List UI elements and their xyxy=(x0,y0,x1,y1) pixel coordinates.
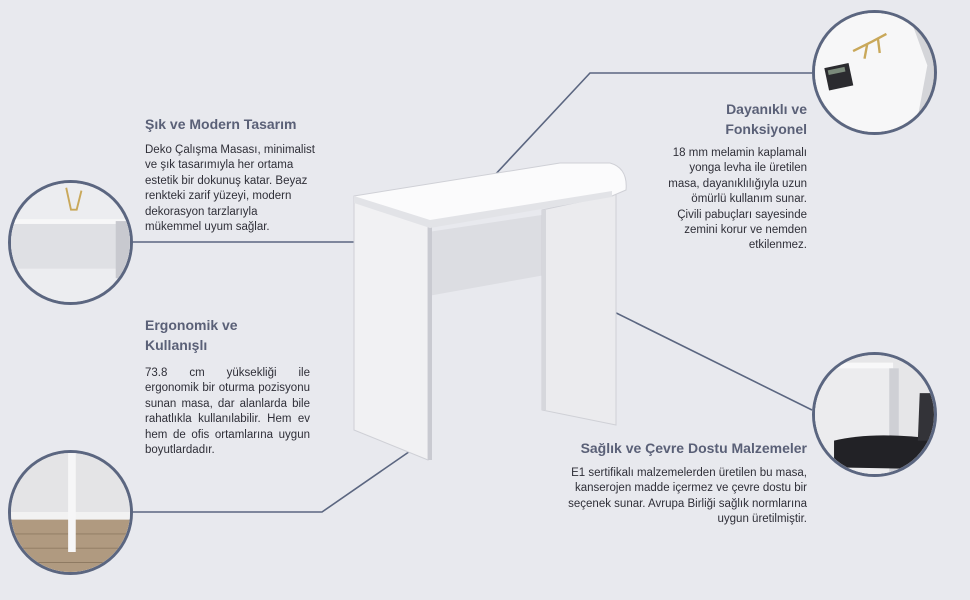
detail-circle-chair xyxy=(812,352,937,477)
health-title: Sağlık ve Çevre Dostu Malzemeler xyxy=(580,440,807,456)
detail-circle-calculator xyxy=(812,10,937,135)
health-text: E1 sertifikalı malzemelerden üretilen bu masa, kanserojen madde içermez ve çevre dostu bir seçenek sunar. Avrupa Birliği sağlık normlarına uygun üretilmiştir. xyxy=(568,467,807,526)
ergonomic-title: Ergonomik ve Kullanışlı xyxy=(145,317,238,353)
durable-title: Dayanıklı ve Fonksiyonel xyxy=(725,101,807,137)
durable-text: 18 mm melamin kaplamalı yonga levha ile üretilen masa, dayanıklılığıyla uzun ömürlü kullanım sunar. Çivili pabuçları sayesinde zemini korur ve nemden etkilenmez. xyxy=(668,147,807,252)
design-text: Deko Çalışma Masası, minimalist ve şık tasarımıyla her ortama estetik bir dokunuş katar. Beyaz renkteki zarif yüzeyi, modern dekorasyon tarzlarıyla mükemmel uyum sağlar. xyxy=(145,144,315,234)
design-title: Şık ve Modern Tasarım xyxy=(145,116,297,132)
detail-circle-desk-top xyxy=(8,180,133,305)
detail-circle-leg-floor xyxy=(8,450,133,575)
ergonomic-text: 73.8 cm yüksekliği ile ergonomik bir oturma pozisyonu sunan masa, dar alanlarda bile rahatlıkla kullanılabilir. Hem ev hem de ofis ortamlarına uygun boyutlardadır. xyxy=(145,367,310,457)
